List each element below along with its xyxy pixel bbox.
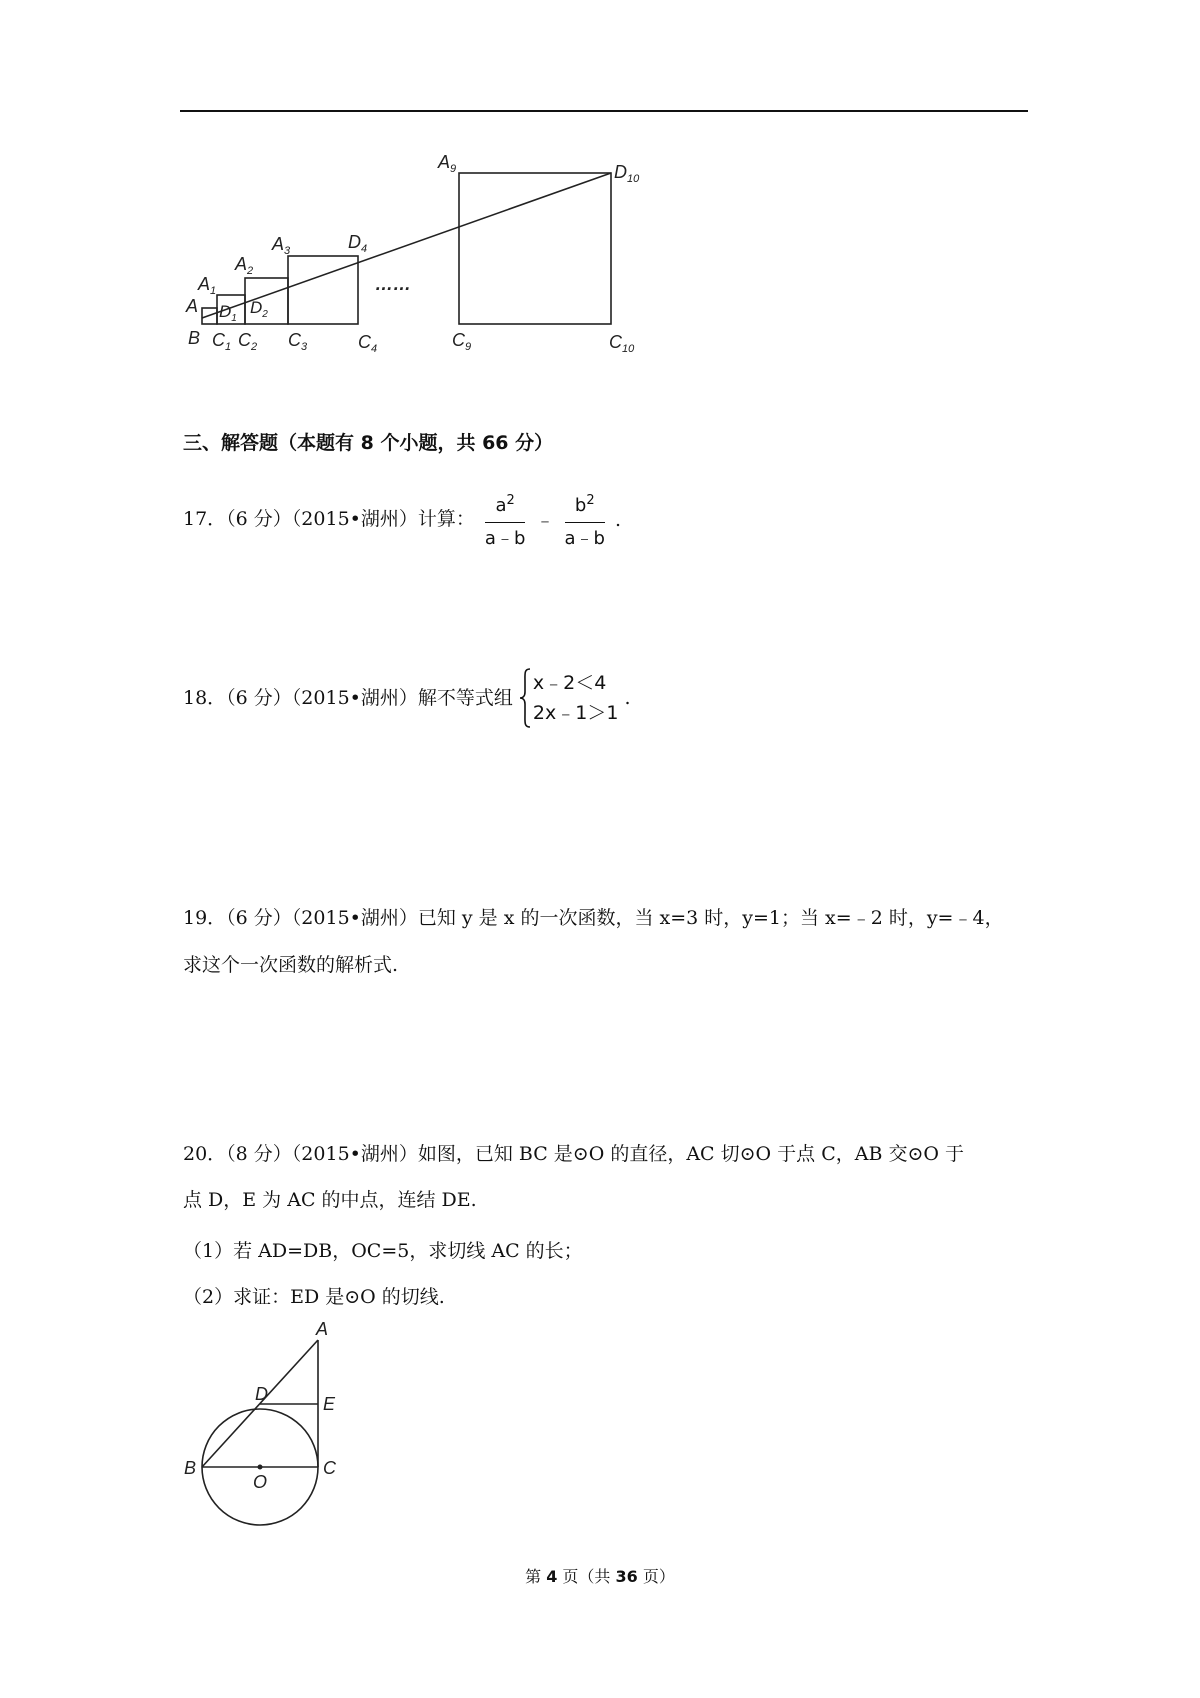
label-D4: $D_4$	[348, 232, 368, 255]
q18-prefix: 18．（6 分）（2015•湖州）解不等式组	[183, 687, 513, 709]
q18-inequality-system	[519, 668, 619, 728]
dots-ellipsis: ……	[375, 274, 411, 294]
label-C10: $C_{10}$	[609, 332, 635, 355]
question-20-part-1: （1）若 AD=DB，OC=5，求切线 AC 的长；	[183, 1240, 583, 1262]
q17-fraction-2: $\frac{b^2}{a﹣b}$	[565, 487, 605, 553]
circle-tangent-figure	[180, 1320, 360, 1540]
diagonal-line	[202, 173, 611, 318]
q17-fraction-1: $\frac{a^2}{a﹣b}$	[485, 487, 525, 553]
label-A: A	[186, 296, 199, 316]
page-number: 4	[546, 1567, 558, 1586]
label-C3: $C_3$	[288, 330, 308, 353]
label-D10: $D_{10}$	[614, 162, 640, 185]
question-19-line-1: 19．（6 分）（2015•湖州）已知 y 是 x 的一次函数，当 x=3 时，y=1；当 x=﹣2 时，y=﹣4，	[183, 907, 1004, 929]
label-D2: $D_2$	[250, 298, 268, 320]
label-C2: $C_2$	[238, 330, 258, 353]
header-rule	[180, 110, 1028, 112]
label-A3: $A_3$	[272, 234, 291, 257]
label-C4: $C_4$	[358, 332, 378, 355]
total-pages: 36	[615, 1567, 638, 1586]
q18-line-2: 2x﹣1＞1	[532, 702, 619, 724]
question-20-part-2: （2）求证：ED 是⊙O 的切线.	[183, 1286, 445, 1308]
question-20-line-1: 20．（8 分）（2015•湖州）如图，已知 BC 是⊙O 的直径，AC 切⊙O 于点 C，AB 交⊙O 于	[183, 1143, 965, 1165]
q18-suffix: .	[624, 687, 631, 709]
label-C1: $C_1$	[212, 330, 232, 353]
q18-line-1: x﹣2＜4	[532, 672, 607, 694]
squares-figure	[180, 150, 660, 370]
fig2-label-O: O	[253, 1472, 268, 1492]
center-point	[258, 1465, 263, 1470]
question-18	[183, 668, 631, 728]
label-C9: $C_9$	[452, 330, 472, 353]
fig2-label-E: E	[323, 1394, 336, 1414]
q17-prefix: 17．（6 分）（2015•湖州）计算：	[183, 508, 475, 530]
label-A2: $A_2$	[235, 254, 254, 277]
page-footer: 第 4 页（共 36 页）	[525, 1567, 675, 1586]
q17-suffix: .	[615, 509, 622, 531]
square-9	[459, 173, 611, 324]
fig2-label-A: A	[316, 1320, 329, 1339]
q17-minus: ﹣	[535, 509, 555, 531]
section-heading: 三、解答题（本题有 8 个小题，共 66 分）	[183, 432, 554, 454]
fig2-label-D: D	[255, 1384, 268, 1404]
label-A9: $A_9$	[438, 152, 457, 175]
question-17	[183, 487, 621, 553]
question-19-line-2: 求这个一次函数的解析式.	[183, 954, 399, 976]
brace-icon	[519, 668, 531, 728]
fig2-label-C: C	[323, 1458, 336, 1478]
label-B: B	[188, 328, 201, 348]
label-D1: $D_1$	[219, 302, 237, 324]
question-20-line-2: 点 D，E 为 AC 的中点，连结 DE.	[183, 1189, 477, 1211]
label-A1: $A_1$	[198, 274, 217, 297]
fig2-label-B: B	[184, 1458, 197, 1478]
